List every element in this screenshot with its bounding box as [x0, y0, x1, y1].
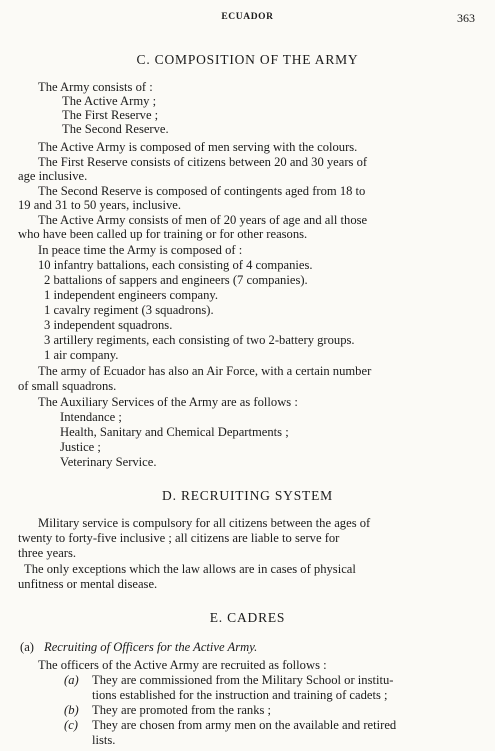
unit-item: 2 battalions of sappers and engineers (7 companies). [44, 273, 308, 287]
list-marker: (b) [64, 703, 79, 717]
running-header [0, 12, 495, 28]
list-item-line: They are chosen from army men on the available and retired [92, 718, 397, 732]
running-title: ECUADOR [221, 12, 274, 22]
service-item: Justice ; [60, 440, 101, 454]
paragraph-line: The First Reserve consists of citizens between 20 and 30 years of [38, 155, 368, 169]
paragraph-line: 19 and 31 to 50 years, inclusive. [18, 198, 181, 212]
auxiliary-services-intro: The Auxiliary Services of the Army are as follows : [38, 395, 298, 409]
paragraph-line: Military service is compulsory for all citizens between the ages of [38, 516, 371, 530]
subsection-heading: Recruiting of Officers for the Active Army. [44, 640, 258, 654]
unit-item: 1 air company. [44, 348, 119, 362]
unit-item: 1 cavalry regiment (3 squadrons). [44, 303, 214, 317]
army-component-item: The First Reserve ; [62, 108, 159, 122]
service-item: Veterinary Service. [60, 455, 157, 469]
list-item-line: They are commissioned from the Military School or institu- [92, 673, 394, 687]
paragraph-line: The army of Ecuador has also an Air Force, with a certain number [38, 364, 372, 378]
list-marker: (a) [64, 673, 79, 687]
army-consists-intro: The Army consists of : [38, 80, 153, 94]
list-marker: (c) [64, 718, 78, 732]
paragraph-line: The Active Army is composed of men serving with the colours. [38, 140, 358, 154]
paragraph-line: The only exceptions which the law allows are in cases of physical [24, 562, 356, 576]
army-component-item: The Active Army ; [62, 94, 157, 108]
paragraph-line: of small squadrons. [18, 379, 117, 393]
paragraph-line: three years. [18, 546, 77, 560]
section-e-heading: E. CADRES [209, 610, 286, 625]
unit-item: 1 independent engineers company. [44, 288, 219, 302]
unit-item: 3 artillery regiments, each consisting of two 2-battery groups. [44, 333, 355, 347]
list-item-line: tions established for the instruction and training of cadets ; [92, 688, 388, 702]
list-item-line: lists. [92, 733, 116, 747]
army-component-item: The Second Reserve. [62, 122, 169, 136]
unit-item: 10 infantry battalions, each consisting of 4 companies. [38, 258, 313, 272]
paragraph-line: age inclusive. [18, 169, 88, 183]
subsection-marker: (a) [20, 640, 34, 654]
service-item: Health, Sanitary and Chemical Departments ; [60, 425, 289, 439]
section-d-heading: D. RECRUITING SYSTEM [162, 488, 333, 503]
service-item: Intendance ; [60, 410, 122, 424]
paragraph-line: who have been called up for training or for other reasons. [18, 227, 308, 241]
paragraph-line: The Active Army consists of men of 20 years of age and all those [38, 213, 368, 227]
page-number: 363 [457, 11, 475, 25]
paragraph-line: The Second Reserve is composed of contingents aged from 18 to [38, 184, 366, 198]
unit-item: 3 independent squadrons. [44, 318, 173, 332]
list-item-line: They are promoted from the ranks ; [92, 703, 272, 717]
recruitment-intro: The officers of the Active Army are recruited as follows : [38, 658, 327, 672]
section-c-heading: C. COMPOSITION OF THE ARMY [136, 52, 359, 67]
paragraph-line: unfitness or mental disease. [18, 577, 158, 591]
peace-time-intro: In peace time the Army is composed of : [38, 243, 243, 257]
paragraph-line: twenty to forty-five inclusive ; all citizens are liable to serve for [18, 531, 340, 545]
